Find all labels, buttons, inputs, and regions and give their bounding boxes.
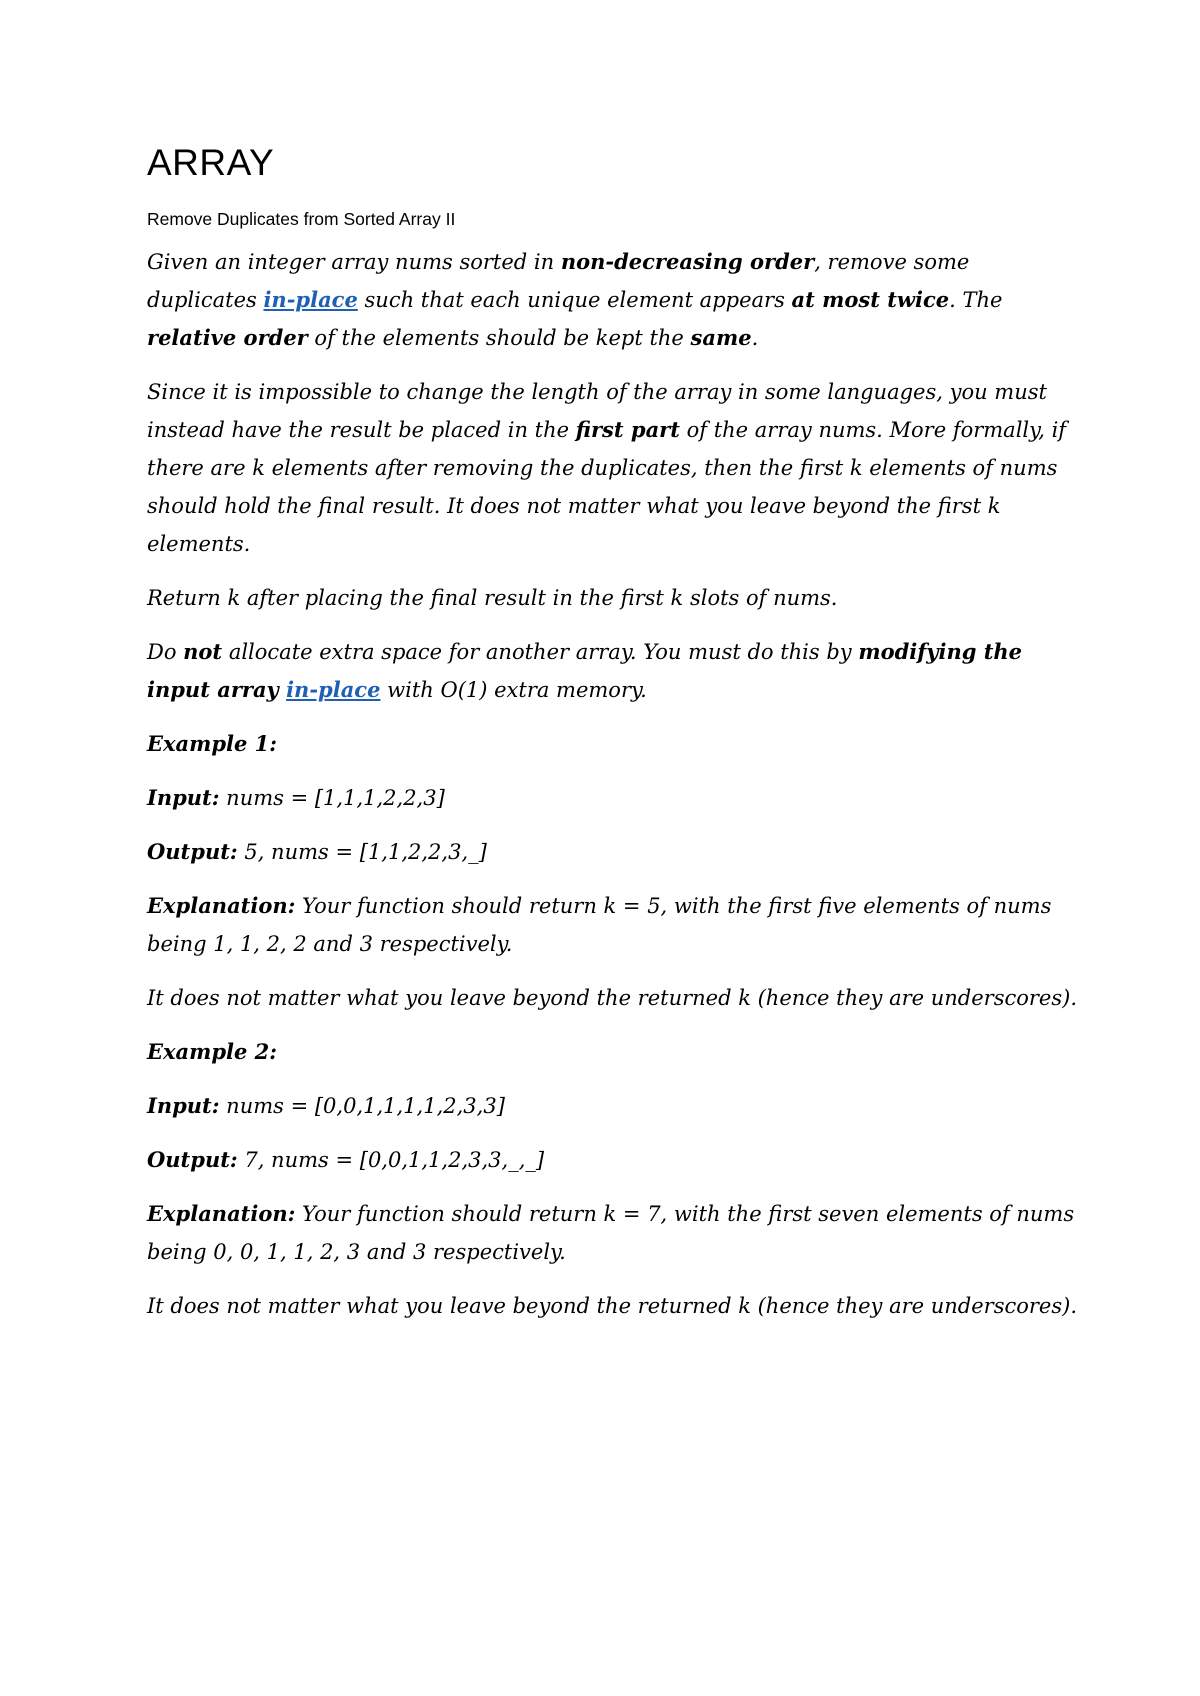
- example-1-input: Input: nums = [1,1,1,2,2,3]: [147, 785, 445, 810]
- example-2-note: It does not matter what you leave beyond the returned k (hence they are underscores).: [147, 1294, 1077, 1318]
- paragraph-constraint: Do not allocate extra space for another array. You must do this by modifying the input array in-place with O(1) extra memory.: [147, 639, 1023, 702]
- document-title: ARRAY: [147, 142, 275, 183]
- example-1-heading: Example 1:: [147, 731, 278, 756]
- example-2-heading: Example 2:: [147, 1039, 278, 1064]
- example-2-input: Input: nums = [0,0,1,1,1,1,2,3,3]: [147, 1093, 505, 1118]
- paragraph-return: Return k after placing the final result in the first k slots of nums.: [147, 586, 838, 610]
- problem-title: Remove Duplicates from Sorted Array II: [147, 209, 456, 230]
- paragraph-statement: Given an integer array nums sorted in non-decreasing order, remove some duplicates in-place such that each unique element appears at most twice. The relative order of the elements should be kept the same.: [147, 249, 1003, 350]
- bold-text: at most twice: [791, 287, 950, 312]
- bold-text: not: [183, 639, 223, 664]
- example-1-output: Output: 5, nums = [1,1,2,2,3,_]: [147, 839, 487, 864]
- bold-text: non-decreasing order: [560, 249, 815, 274]
- in-place-link[interactable]: in-place: [263, 287, 358, 312]
- bold-text: relative order: [147, 325, 308, 350]
- example-1-note: It does not matter what you leave beyond the returned k (hence they are underscores).: [147, 986, 1077, 1010]
- example-2-explanation: Explanation: Your function should return k = 7, with the first seven elements of nums being 0, 0, 1, 1, 2, 3 and 3 respectively.: [147, 1201, 1075, 1264]
- problem-description: [147, 243, 1077, 1325]
- example-1-explanation: Explanation: Your function should return k = 5, with the first five elements of nums being 1, 1, 2, 2 and 3 respectively.: [147, 893, 1052, 956]
- bold-text: modifying the input array: [147, 639, 1023, 702]
- document-page: [147, 140, 1077, 1341]
- bold-text: first part: [575, 417, 680, 442]
- example-2-output: Output: 7, nums = [0,0,1,1,2,3,3,_,_]: [147, 1147, 545, 1172]
- in-place-link[interactable]: in-place: [286, 677, 381, 702]
- bold-text: same: [690, 325, 752, 350]
- paragraph-details: Since it is impossible to change the length of the array in some languages, you must instead have the result be placed in the first part of the array nums. More formally, if there are k elements after removing the duplicates, then the first k elements of nums should hold the final result. It does not matter what you leave beyond the first k elements.: [147, 380, 1067, 556]
